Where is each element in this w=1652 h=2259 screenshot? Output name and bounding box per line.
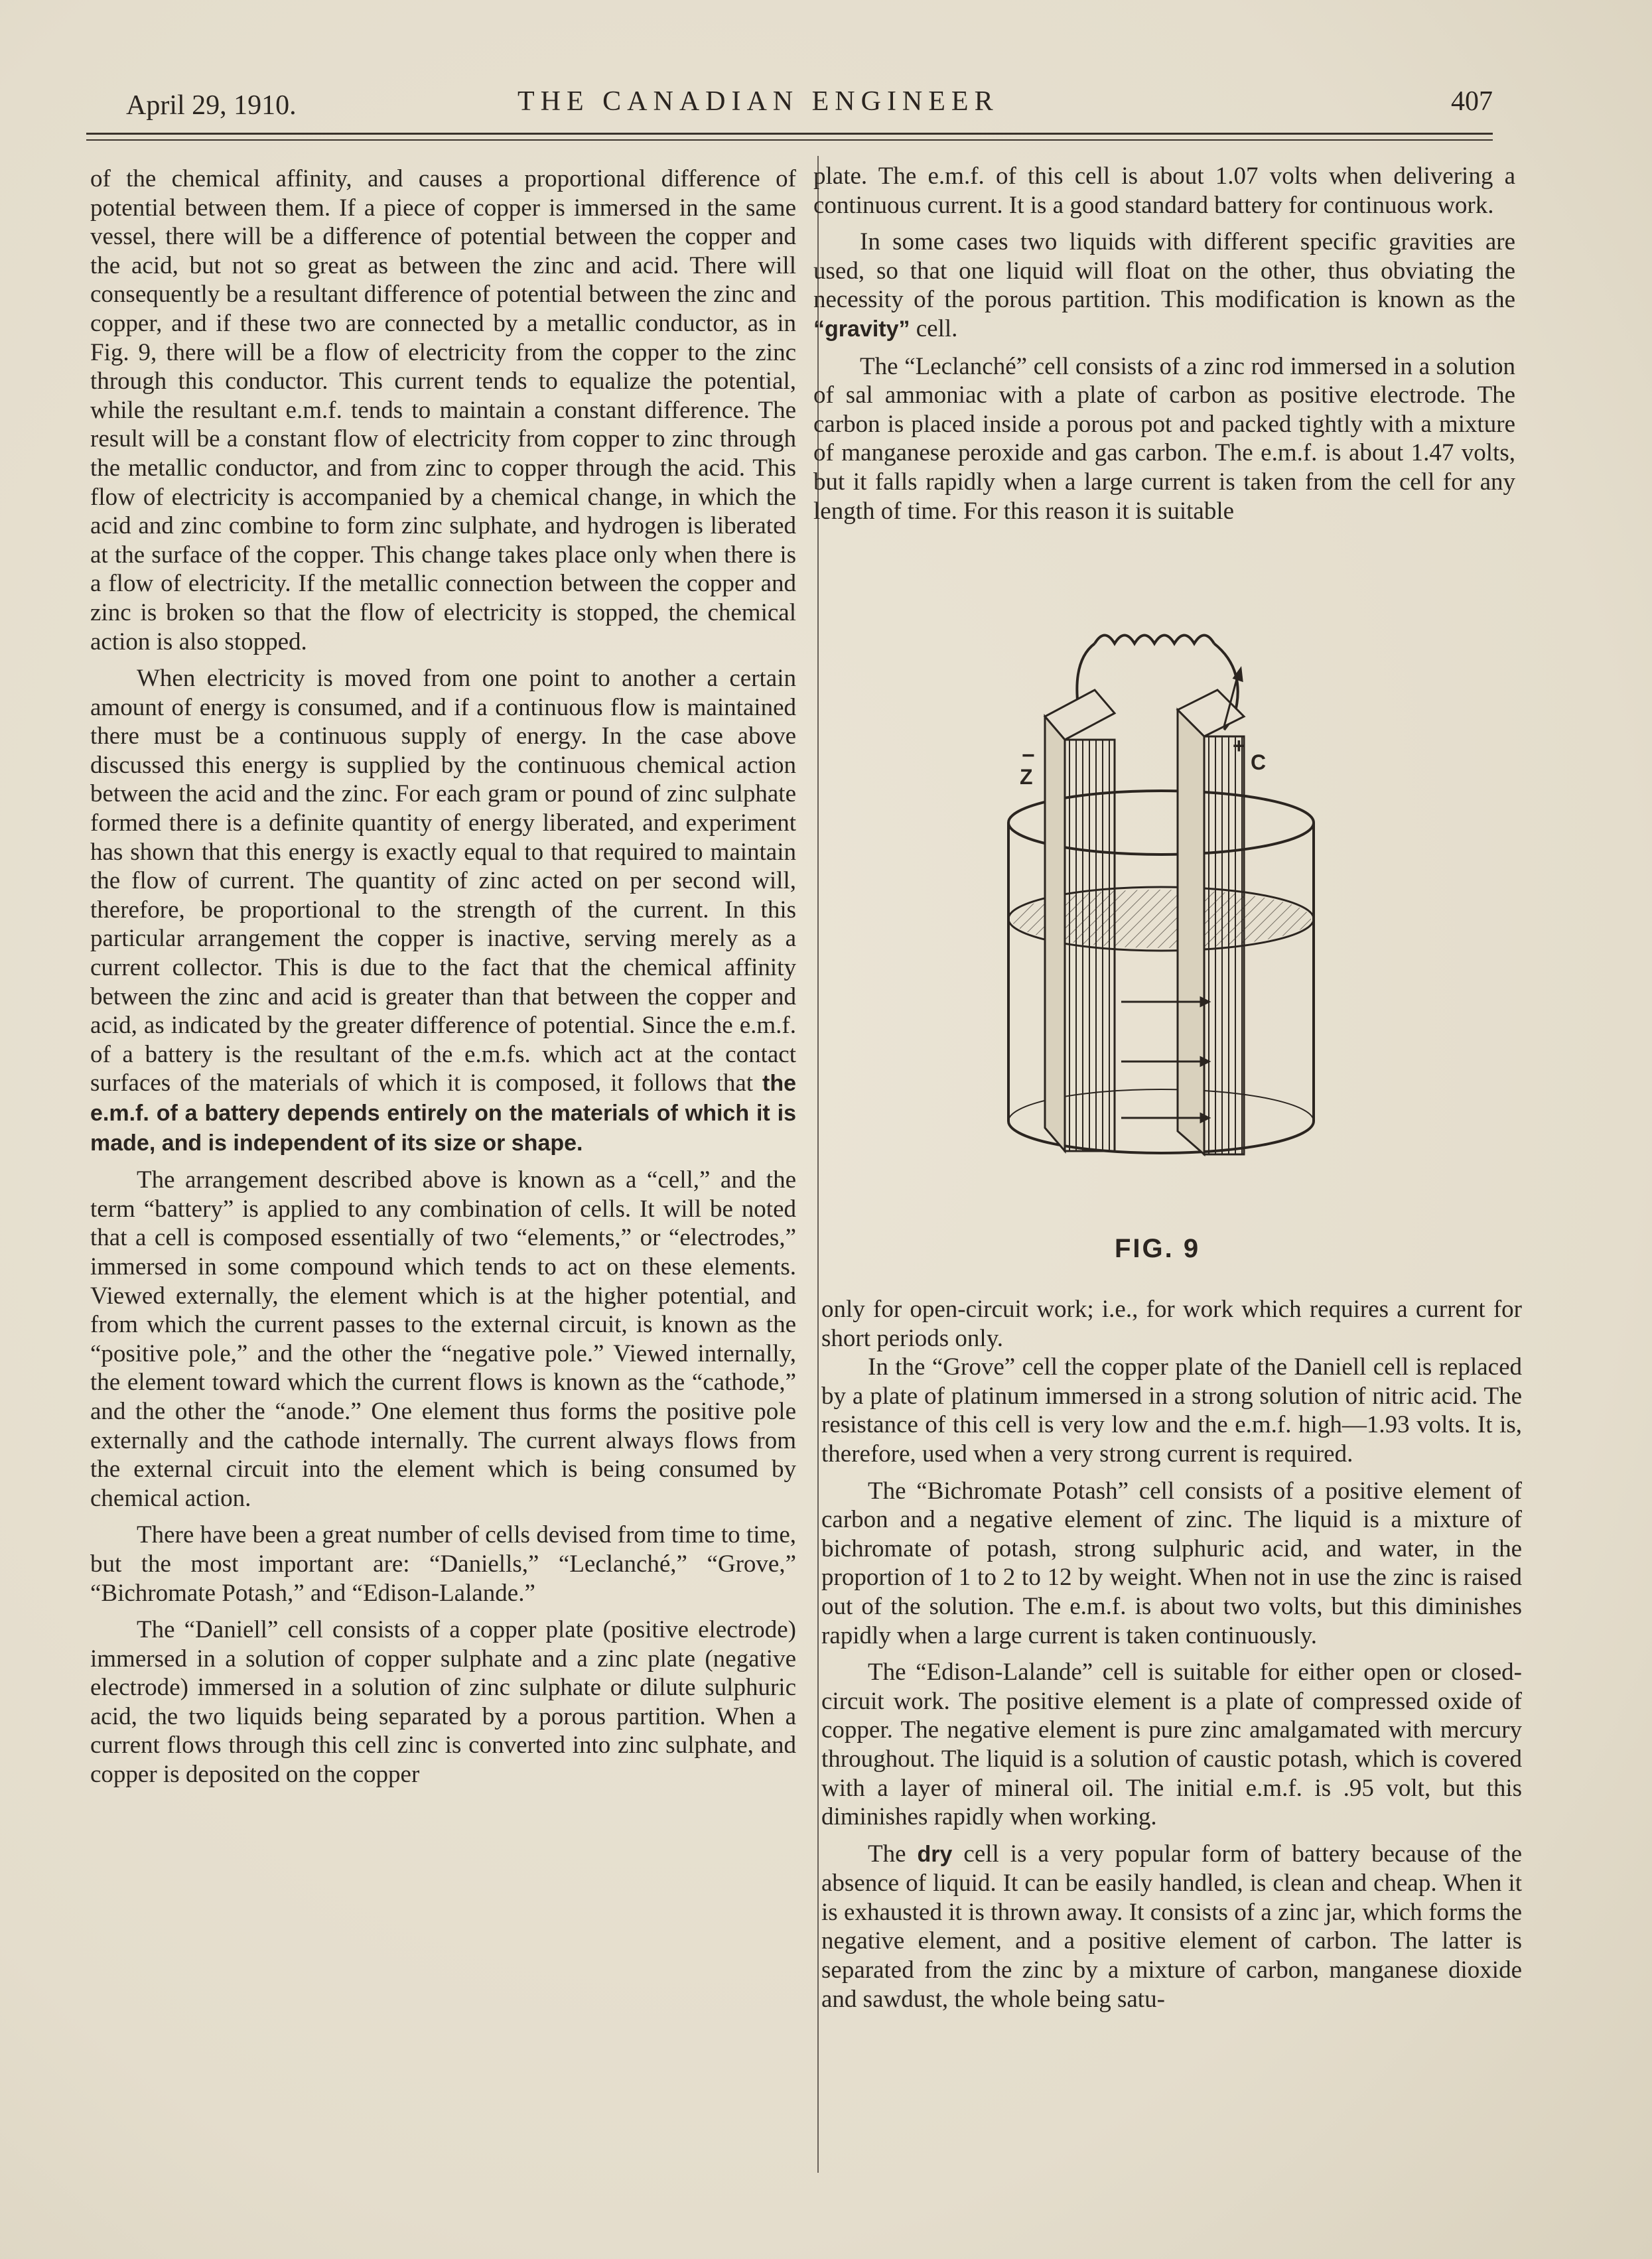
- emphasis-text: “gravity”: [813, 316, 910, 342]
- carbon-plate: [1178, 690, 1244, 1154]
- voltaic-cell-illustration: [982, 617, 1340, 1201]
- paragraph: plate. The e.m.f. of this cell is about 1.07 volts when delivering a continuous current. It is a good standard battery for continuous work.: [813, 163, 1515, 219]
- page-number: 407: [1451, 86, 1493, 117]
- issue-date: April 29, 1910.: [126, 90, 297, 121]
- zinc-plate: [1045, 690, 1115, 1151]
- positive-sign-label: +: [1233, 734, 1245, 758]
- paragraph-text: The: [868, 1840, 906, 1868]
- paragraph: [90, 664, 796, 1158]
- right-column-bottom: [821, 1295, 1522, 2014]
- running-header: [86, 83, 1493, 129]
- paragraph: [821, 1840, 1522, 2014]
- paragraph-text: cell is a very popular form of battery because of the absence of liquid. It can be easily handled, is clean and cheap. When it is exhausted it is thrown away. It consists of a zinc jar, which forms the negative element, and a positive element of carbon. The latter is separated from the zinc by a mixture of carbon, manganese dioxide and sawdust, the whole being satu-: [821, 1840, 1523, 2013]
- paragraph: The “Leclanché” cell consists of a zinc rod immersed in a solution of sal ammoniac with a plate of carbon as positive electrode. The carbon is placed inside a porous pot and packed tightly with a mixture of manganese peroxide and gas carbon. The e.m.f. is about 1.47 volts, but it falls rapidly when a large current is taken from the cell for any length of time. For this reason it is suitable: [813, 352, 1515, 525]
- resistance-coil: [1095, 636, 1214, 644]
- paragraph: of the chemical affinity, and causes a proportional difference of potential between them. If a piece of copper is immersed in the same vessel, there will be a difference of potential between the copper and the acid, but not so great as between the zinc and acid. There will consequently be a resultant difference of potential between the zinc and copper, and if these two are connected by a metallic conductor, as in Fig. 9, there will be a flow of electricity from the copper to the zinc through this conductor. This current tends to equalize the potential, while the resultant e.m.f. tends to maintain a constant difference. The result will be a constant flow of electricity from copper to zinc through the metallic conductor, and from zinc to copper through the acid. This flow of electricity is accompanied by a chemical change, in which the acid and zinc combine to form zinc sulphate, and hydrogen is liberated at the surface of the copper. This change takes place only when there is a flow of electricity. If the metallic connection between the copper and zinc is broken so that the flow of electricity is stopped, the chemical action is also stopped.: [90, 165, 796, 655]
- paragraph: The arrangement described above is known as a “cell,” and the term “battery” is applied to any combination of cells. It will be noted that a cell is composed essentially of two “elements,” or “electrodes,” immersed in some compound which tends to act on these elements. Viewed externally, the element which is at the higher potential, and from which the current passes to the external circuit, is known as the “positive pole,” and the other the “negative pole.” Viewed internally, the element toward which the current flows is known as the “cathode,” and the other the “anode.” One element thus forms the positive pole externally and the cathode internally. The current always flows from the external circuit into the element which is being consumed by chemical action.: [90, 1166, 796, 1512]
- header-rule-top: [86, 133, 1493, 135]
- zinc-label: Z: [1020, 765, 1033, 789]
- paragraph: There have been a great number of cells devised from time to time, but the most important are: “Daniells,” “Leclanché,” “Grove,” “Bichromate Potash,” and “Edison-Lalande.”: [90, 1521, 796, 1607]
- emphasis-text: dry: [917, 1841, 953, 1867]
- paragraph: The “Daniell” cell consists of a copper plate (positive electrode) immersed in a solution of copper sulphate and a zinc plate (negative electrode) immersed in a solution of zinc sulphate or dilute sulphuric acid, the two liquids being separated by a porous partition. When a current flows through this cell zinc is converted into zinc sulphate, and copper is deposited on the copper: [90, 1616, 796, 1789]
- paragraph-text: When electricity is moved from one point to another a certain amount of energy is consumed, and if a continuous flow is maintained there must be a continuous supply of energy. In the case above discussed this energy is supplied by the continuous chemical action between the acid and the zinc. For each gram or pound of zinc sulphate formed there is a definite quantity of energy liberated, and experiment has shown that this energy is exactly equal to that required to maintain the flow of current. The quantity of zinc acted on per second will, therefore, be proportional to the strength of the current. In this particular arrangement the copper is inactive, serving merely as a current collector. This is due to the fact that the chemical affinity between the zinc and acid is greater than that between the copper and acid, as indicated by the greater difference of potential. Since the e.m.f. of a battery is the resultant of the e.m.fs. which act at the contact surfaces of the materials of which it is composed, it follows that: [90, 665, 796, 1097]
- emphasis-text: the e.m.f. of a battery depends entirely on the materials of which it is made, and is independent of its size or shape.: [90, 1071, 797, 1156]
- carbon-label: C: [1251, 750, 1267, 774]
- header-rule-bottom: [86, 139, 1493, 141]
- figure-caption: FIG. 9: [1115, 1234, 1201, 1263]
- paragraph: The “Bichromate Potash” cell consists of a positive element of carbon and a negative element of zinc. The liquid is a mixture of bichromate of potash, strong sulphuric acid, and water, in the proportion of 1 to 2 to 12 by weight. When not in use the zinc is raised out of the solution. The e.m.f. is about two volts, but this diminishes rapidly when a large current is taken continuously.: [821, 1477, 1522, 1649]
- paragraph: only for open-circuit work; i.e., for work which requires a current for short periods only.: [821, 1296, 1522, 1352]
- negative-sign-label: −: [1022, 743, 1035, 768]
- paragraph: [813, 228, 1515, 344]
- journal-title: THE CANADIAN ENGINEER: [517, 86, 999, 117]
- right-column-top: [813, 162, 1515, 525]
- paragraph: In the “Grove” cell the copper plate of the Daniell cell is replaced by a plate of platinum immersed in a strong solution of nitric acid. The resistance of this cell is very low and the e.m.f. high—1.93 volts. It is, therefore, used when a very strong current is required.: [821, 1353, 1522, 1468]
- paragraph: The “Edison-Lalande” cell is suitable for either open or closed-circuit work. The positive element is a plate of compressed oxide of copper. The negative element is pure zinc amalgamated with mercury throughout. The liquid is a solution of caustic potash, which is covered with a layer of mineral oil. The initial e.m.f. is .95 volt, but this diminishes rapidly when working.: [821, 1659, 1522, 1831]
- left-column: [90, 165, 796, 1789]
- paragraph-text: In some cases two liquids with different specific gravities are used, so that one liquid will float on the other, thus obviating the necessity of the porous partition. This modification is known as the: [813, 228, 1515, 314]
- cell-diagram-figure: [982, 617, 1340, 1201]
- paragraph-text: cell.: [916, 314, 958, 342]
